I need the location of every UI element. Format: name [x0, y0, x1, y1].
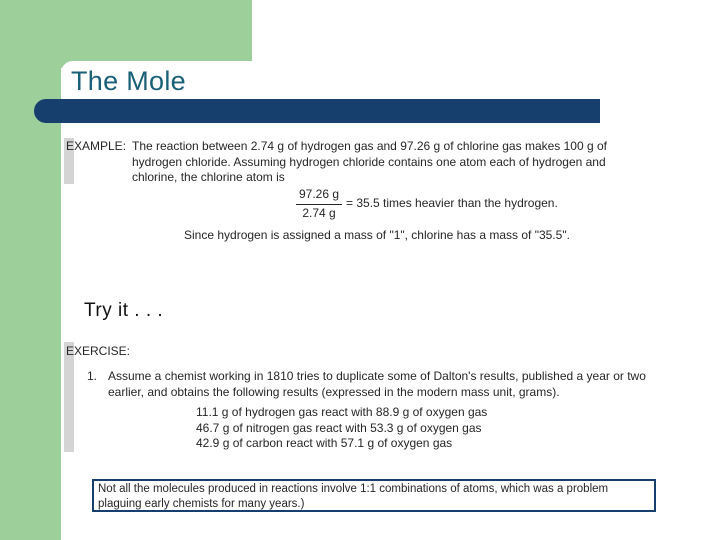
example-result: = 35.5 times heavier than the hydrogen.: [346, 196, 558, 210]
example-line: hydrogen chloride. Assuming hydrogen chloride contains one atom each of hydrogen and: [132, 154, 606, 169]
note-box: [92, 479, 656, 512]
list-item: 11.1 g of hydrogen gas react with 88.9 g of oxygen gas: [196, 405, 488, 419]
try-it-heading: Try it . . .: [84, 300, 164, 321]
example-fraction: [296, 187, 342, 221]
decor-green-top: [0, 0, 252, 68]
fraction-denominator: 2.74 g: [302, 205, 336, 220]
fraction-numerator: 97.26 g: [296, 187, 342, 205]
example-line: The reaction between 2.74 g of hydrogen gas and 97.26 g of chlorine gas makes 100 g of: [132, 139, 607, 153]
exercise-line: earlier, and obtains the following results (expressed in the modern mass unit, grams).: [108, 384, 560, 399]
exercise-results-list: [196, 405, 487, 452]
list-item: 46.7 g of nitrogen gas react with 53.3 g of oxygen gas: [196, 420, 482, 435]
note-line: Not all the molecules produced in reactions involve 1:1 combinations of atoms, which was a problem: [98, 483, 609, 495]
exercise-item-number: 1.: [87, 369, 98, 383]
example-conclusion: Since hydrogen is assigned a mass of "1", chlorine has a mass of "35.5".: [184, 228, 570, 242]
example-label: EXAMPLE:: [66, 139, 127, 153]
note-line: plaguing early chemists for many years.): [98, 498, 305, 510]
list-item: 42.9 g of carbon react with 57.1 g of oxygen gas: [196, 436, 453, 450]
decor-green-left: [0, 68, 61, 540]
exercise-label: EXERCISE:: [66, 344, 131, 358]
title-underline-bar: [34, 99, 600, 123]
example-text: [132, 139, 682, 186]
exercise-text: [108, 369, 676, 400]
exercise-line: Assume a chemist working in 1810 tries to duplicate some of Dalton's results, published a year or two: [108, 369, 646, 383]
example-line: chlorine, the chlorine atom is: [132, 170, 285, 184]
page-title: The Mole: [71, 66, 186, 96]
